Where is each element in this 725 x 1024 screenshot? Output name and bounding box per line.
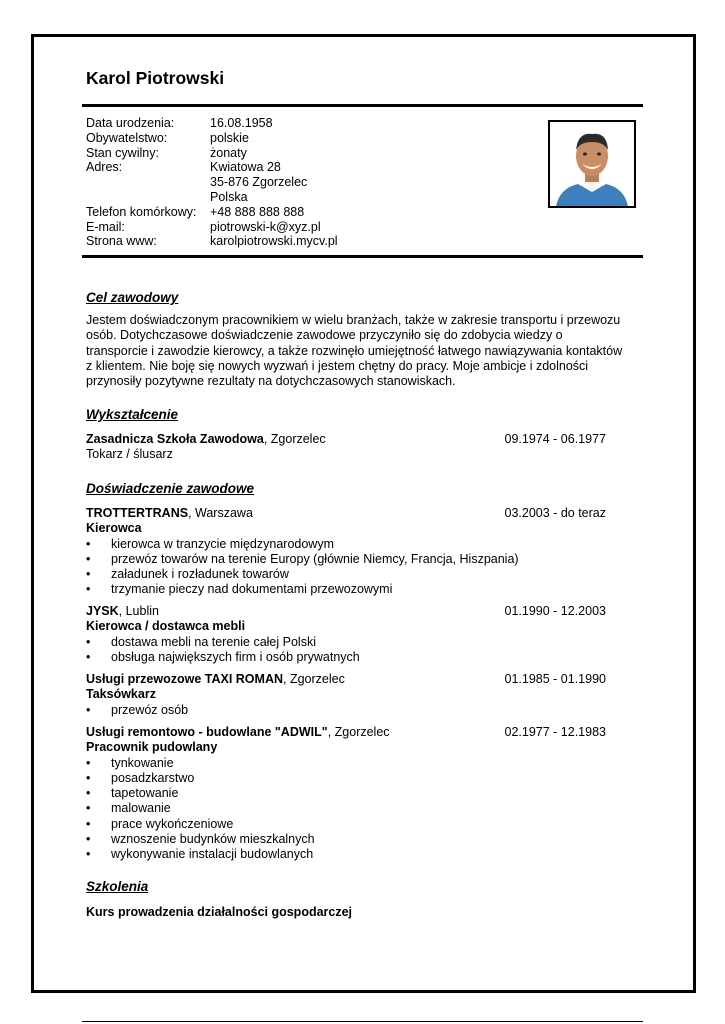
dates: 02.1977 - 12.1983 — [504, 725, 606, 739]
dates: 01.1985 - 01.1990 — [504, 672, 606, 686]
duty-list — [86, 537, 606, 598]
dates: 01.1990 - 12.2003 — [504, 604, 606, 618]
list-item: • posadzkarstwo — [86, 771, 606, 786]
person-name: Karol Piotrowski — [86, 68, 225, 88]
training-entry — [86, 905, 606, 920]
list-item: • dostawa mebli na terenie całej Polski — [86, 635, 606, 650]
experience-title: Doświadczenie zawodowe — [86, 481, 255, 496]
duty-list — [86, 635, 606, 666]
info-row-address: Adres: Kwiatowa 28 35-876 Zgorzelec Polska — [86, 160, 308, 204]
dates: 09.1974 - 06.1977 — [504, 432, 606, 446]
header-divider — [82, 104, 643, 107]
dates: 03.2003 - do teraz — [504, 506, 606, 520]
job-role: Kierowca / dostawca mebli — [86, 619, 246, 634]
list-item: • tapetowanie — [86, 786, 606, 801]
list-item: • załadunek i rozładunek towarów — [86, 567, 606, 582]
education-title: Wykształcenie — [86, 407, 179, 422]
training-title: Szkolenia — [86, 879, 149, 894]
job-entry: Usługi remontowo - budowlane "ADWIL", Zgorzelec 02.1977 - 12.1983 Pracownik pudowlany • tynkowanie • posadzkarstwo • tapetowanie • malowanie • prace wykończeniowe • wznoszenie budynków mieszkalnych • wykonywanie instalacji budowlanych — [86, 725, 606, 863]
duty-list — [86, 703, 606, 718]
list-item: • przewóz towarów na terenie Europy (głównie Niemcy, Francja, Hiszpania) — [86, 552, 606, 567]
duty-list — [86, 756, 606, 863]
education-field: Tokarz / ślusarz — [86, 447, 173, 462]
list-item: • prace wykończeniowe — [86, 817, 606, 832]
job-entry: Usługi przewozowe TAXI ROMAN, Zgorzelec 01.1985 - 01.1990 Taksówkarz • przewóz osób — [86, 672, 606, 718]
job-entry: TROTTERTRANS, Warszawa 03.2003 - do teraz Kierowca • kierowca w tranzycie międzynarodowym • przewóz towarów na terenie Europy (głównie Niemcy, Francja, Hiszpania) • załadunek i rozładunek towarów • trzymanie pieczy nad dokumentami przewozowymi — [86, 506, 606, 598]
info-row: E-mail: piotrowski-k@xyz.pl — [86, 219, 321, 234]
list-item: • trzymanie pieczy nad dokumentami przewozowymi — [86, 582, 606, 597]
objective-text: Jestem doświadczonym pracownikiem w wielu branżach, także w zakresie transportu i przewozu osób. Dotychczasowe doświadczenie zawodowe przyczyniło się do zdobycia wiedzy o transporcie i zawodzie kierowcy, a także rozwinęło umiejętność łatwego nawiązywania kontaktów z klientem. Nie boję się nowych wyzwań i jestem chętny do pracy. Moje ambicje i zdolności przynosiły pozytywne rezultaty na dotychczasowych stanowiskach. — [86, 313, 623, 389]
list-item: • przewóz osób — [86, 703, 606, 718]
job-role: Taksówkarz — [86, 687, 156, 702]
education-entry: Zasadnicza Szkoła Zawodowa, Zgorzelec 09.1974 - 06.1977 Tokarz / ślusarz — [86, 432, 606, 462]
list-item: • wykonywanie instalacji budowlanych — [86, 847, 606, 862]
list-item: • obsługa największych firm i osób prywatnych — [86, 650, 606, 665]
list-item: • malowanie — [86, 801, 606, 816]
personal-info — [86, 116, 338, 249]
job-role: Pracownik pudowlany — [86, 740, 218, 755]
website-link[interactable]: karolpiotrowski.mycv.pl — [210, 234, 338, 249]
list-item: • kierowca w tranzycie międzynarodowym — [86, 537, 606, 552]
info-row: Stan cywilny: żonaty — [86, 145, 247, 160]
email-link[interactable]: piotrowski-k@xyz.pl — [210, 219, 321, 234]
info-row: Telefon komórkowy: +48 888 888 888 — [86, 204, 305, 219]
info-row: Strona www: karolpiotrowski.mycv.pl — [86, 234, 338, 249]
profile-photo — [548, 120, 636, 208]
info-divider — [82, 255, 643, 258]
info-row: Data urodzenia: 16.08.1958 — [86, 116, 273, 130]
training-name: Kurs prowadzenia działalności gospodarczej — [86, 905, 353, 919]
list-item: • wznoszenie budynków mieszkalnych — [86, 832, 606, 847]
job-role: Kierowca — [86, 521, 142, 536]
objective-title: Cel zawodowy — [86, 290, 179, 305]
info-row: Obywatelstwo: polskie — [86, 130, 249, 145]
footer-divider — [82, 1021, 643, 1022]
job-entry: JYSK, Lublin 01.1990 - 12.2003 Kierowca / dostawca mebli • dostawa mebli na terenie całej Polski • obsługa największych firm i osób prywatnych — [86, 604, 606, 665]
list-item: • tynkowanie — [86, 756, 606, 771]
